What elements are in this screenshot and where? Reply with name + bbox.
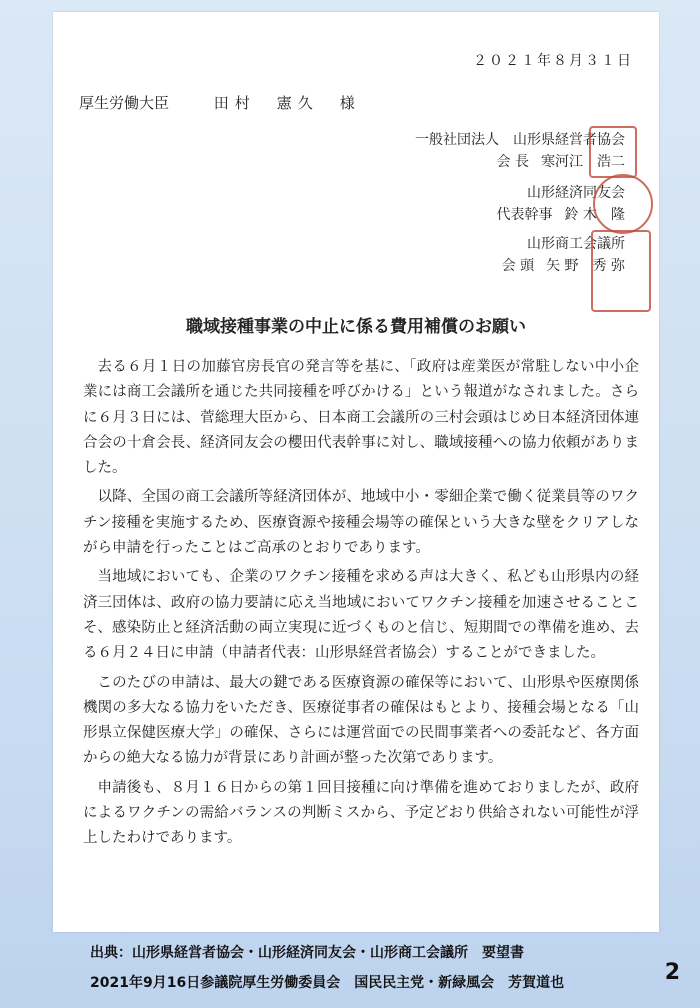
body-paragraph: 当地域においても、企業のワクチン接種を求める声は大きく、私ども山形県内の経済三団体は、政府の協力要請に応え当地域においてワクチン接種を加速させることこそ、感染防止と経済活動の両立実現に近づくものと信じ、短期間での準備を進め、去る６月２４日に申請（申請者代表：山形県経営者協会）することができました。 [83, 569, 639, 662]
sender-role: 会 長 [496, 154, 529, 170]
body-paragraph: 去る６月１日の加藤官房長官の発言等を基に、「政府は産業医が常駐しない中小企業には商工会議所を通じた共同接種を呼びかける」という報道がなされました。さらに６月３日には、菅総理大臣から、日本商工会議所の三村会頭はじめ日本経済団体連合会の十倉会長、経済同友会の櫻田代表幹事に対し、職域接種への協力依頼がありました。 [83, 359, 639, 477]
addressee-title: 厚生労働大臣 [79, 94, 170, 112]
red-seal-stamp [593, 174, 653, 234]
sender-name: 鈴 木 隆 [564, 207, 625, 223]
sender-name: 矢 野 秀 弥 [546, 258, 625, 274]
sender-name: 寒河江 浩二 [541, 154, 625, 170]
red-seal-stamp [589, 126, 637, 178]
source-caption: 出典：山形県経営者協会・山形経済同友会・山形商工会議所 要望書 [90, 945, 524, 961]
sender-role: 代表幹事 [496, 207, 553, 223]
body-paragraph: 申請後も、８月１６日からの第１回目接種に向け準備を進めておりましたが、政府によるワクチンの需給バランスの判断ミスから、予定どおり供給されない可能性が浮上したわけであります。 [83, 779, 639, 847]
addressee [79, 92, 361, 113]
red-seal-stamp [591, 230, 651, 312]
sender-org: 一般社団法人 山形県経営者協会 [415, 132, 625, 148]
body-paragraph: 以降、全国の商工会議所等経済団体が、地域中小・零細企業で働く従業員等のワクチン接種を実施するため、医療資源や接種会場等の確保という大きな壁をクリアしながら申請を行ったことはご高承のとおりであります。 [83, 489, 639, 557]
body-paragraph: このたびの申請は、最大の鍵である医療資源の確保等において、山形県や医療関係機関の多大なる協力をいただき、医療従事者の確保はもとより、接種会場となる「山形県立保健医療大学」の確保、さらには運営面での民間事業者への委託など、各方面からの絶大なる協力が背景にあり計画が整った次第であります。 [83, 674, 639, 767]
document-title: 職域接種事業の中止に係る費用補償のお願い [186, 317, 526, 337]
addressee-name: 田村 憲久 様 [213, 94, 361, 112]
session-caption: 2021年9月16日参議院厚生労働委員会 国民民主党・新緑風会 芳賀道也 [90, 975, 565, 991]
sender-org: 山形経済同友会 [527, 185, 625, 201]
page-number: 2 [664, 960, 680, 985]
sender-role: 会 頭 [501, 258, 535, 274]
letter-page [53, 12, 659, 932]
sender-org: 山形商工会議所 [527, 236, 625, 252]
letter-date: ２０２１年８月３１日 [473, 53, 633, 69]
letter-body [83, 355, 639, 856]
